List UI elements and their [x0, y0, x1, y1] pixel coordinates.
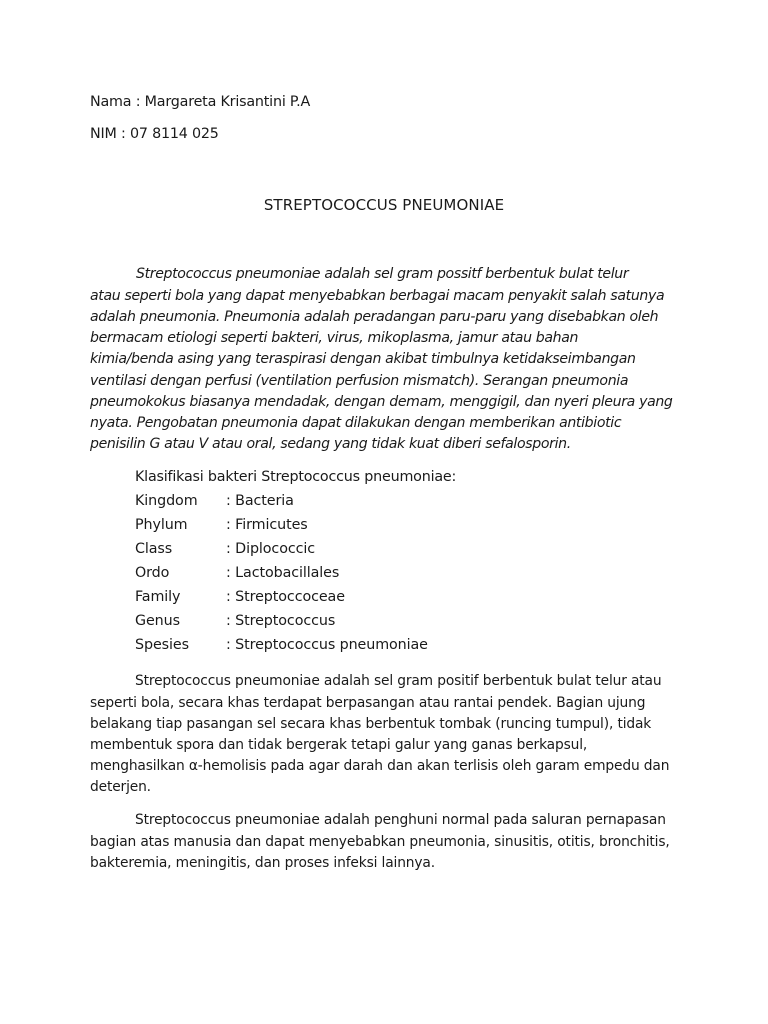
classification-value: : Streptoccoceae: [226, 589, 345, 605]
classification-value: : Lactobacillales: [226, 565, 340, 581]
intro-line: atau seperti bola yang dapat menyebabkan berbagai macam penyakit salah satunya: [90, 288, 665, 304]
intro-line: bermacam etiologi seperti bakteri, virus, mikoplasma, jamur atau bahan: [90, 330, 579, 346]
intro-line: kimia/benda asing yang teraspirasi dengan akibat timbulnya ketidakseimbangan: [90, 351, 636, 367]
classification-key: Spesies: [135, 637, 189, 653]
student-nim: NIM : 07 8114 025: [90, 126, 219, 142]
classification-key: Phylum: [135, 517, 188, 533]
paragraph-line: Streptococcus pneumoniae adalah sel gram positif berbentuk bulat telur atau: [135, 673, 662, 689]
paragraph-line: deterjen.: [90, 779, 151, 795]
classification-key: Kingdom: [135, 493, 198, 509]
classification-key: Genus: [135, 613, 180, 629]
paragraph-line: belakang tiap pasangan sel secara khas berbentuk tombak (runcing tumpul), tidak: [90, 716, 652, 732]
intro-line: Streptococcus pneumoniae adalah sel gram possitf berbentuk bulat telur: [136, 266, 629, 282]
classification-key: Family: [135, 589, 181, 605]
classification-value: : Diplococcic: [226, 541, 315, 557]
intro-line: ventilasi dengan perfusi (ventilation perfusion mismatch). Serangan pneumonia: [90, 373, 629, 389]
classification-value: : Streptococcus pneumoniae: [226, 637, 428, 653]
student-name: Nama : Margareta Krisantini P.A: [90, 94, 311, 110]
classification-value: : Firmicutes: [226, 517, 308, 533]
paragraph-line: menghasilkan α-hemolisis pada agar darah dan akan terlisis oleh garam empedu dan: [90, 758, 670, 774]
paragraph-line: bagian atas manusia dan dapat menyebabkan pneumonia, sinusitis, otitis, bronchitis,: [90, 834, 670, 850]
classification-key: Class: [135, 541, 173, 557]
classification-key: Ordo: [135, 565, 170, 581]
intro-line: penisilin G atau V atau oral, sedang yang tidak kuat diberi sefalosporin.: [90, 436, 571, 452]
intro-line: nyata. Pengobatan pneumonia dapat dilakukan dengan memberikan antibiotic: [90, 415, 622, 431]
intro-line: adalah pneumonia. Pneumonia adalah peradangan paru-paru yang disebabkan oleh: [90, 309, 659, 325]
paragraph-line: seperti bola, secara khas terdapat berpasangan atau rantai pendek. Bagian ujung: [90, 695, 646, 711]
classification-heading: Klasifikasi bakteri Streptococcus pneumoniae:: [135, 469, 457, 485]
intro-line: pneumokokus biasanya mendadak, dengan demam, menggigil, dan nyeri pleura yang: [90, 394, 673, 410]
document-title: STREPTOCOCCUS PNEUMONIAE: [263, 196, 505, 214]
classification-value: : Bacteria: [226, 493, 294, 509]
paragraph-line: membentuk spora dan tidak bergerak tetapi galur yang ganas berkapsul,: [90, 737, 588, 753]
classification-value: : Streptococcus: [226, 613, 336, 629]
paragraph-line: bakteremia, meningitis, dan proses infeksi lainnya.: [90, 855, 435, 871]
paragraph-line: Streptococcus pneumoniae adalah penghuni normal pada saluran pernapasan: [135, 812, 666, 828]
